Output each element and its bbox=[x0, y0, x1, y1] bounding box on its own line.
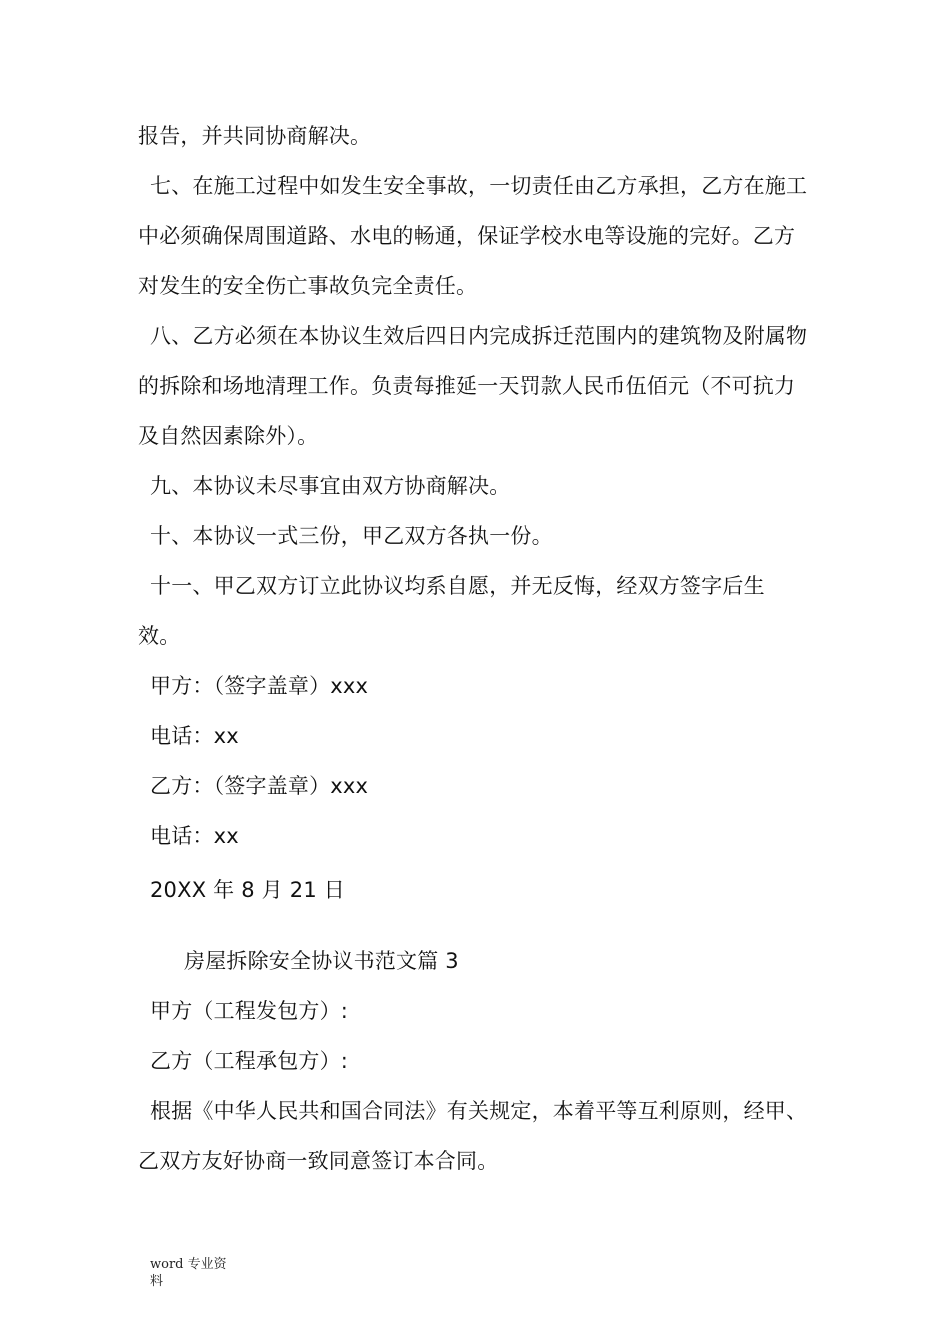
party-b-phone: 电话：xx bbox=[150, 824, 239, 848]
page-footer bbox=[150, 1256, 227, 1290]
party-b-label: 乙方（工程承包方）: bbox=[150, 1049, 349, 1073]
text-line: 对发生的安全伤亡事故负完全责任。 bbox=[138, 274, 478, 298]
party-a-label: 甲方（工程发包方）: bbox=[150, 999, 349, 1023]
party-a-phone: 电话：xx bbox=[150, 724, 239, 748]
document-date: 20XX 年 8 月 21 日 bbox=[150, 878, 345, 902]
text-line: 效。 bbox=[138, 624, 181, 648]
text-line: 乙双方友好协商一致同意签订本合同。 bbox=[138, 1149, 499, 1173]
clause-10-line: 十、本协议一式三份，甲乙双方各执一份。 bbox=[150, 524, 553, 548]
party-b-signature: 乙方：（签字盖章）xxx bbox=[150, 774, 369, 798]
party-a-signature: 甲方：（签字盖章）xxx bbox=[150, 674, 369, 698]
section-title: 房屋拆除安全协议书范文篇 3 bbox=[184, 949, 459, 973]
text-line: 中必须确保周围道路、水电的畅通，保证学校水电等设施的完好。乙方 bbox=[138, 224, 796, 248]
text-line: 的拆除和场地清理工作。负责每推延一天罚款人民币伍佰元（不可抗力 bbox=[138, 374, 796, 398]
text-line: 报告，并共同协商解决。 bbox=[138, 124, 372, 148]
clause-8-line: 八、乙方必须在本协议生效后四日内完成拆迁范围内的建筑物及附属物 bbox=[150, 324, 808, 348]
clause-11-line: 十一、甲乙双方订立此协议均系自愿，并无反悔，经双方签字后生 bbox=[150, 574, 765, 598]
footer-line: 料 bbox=[150, 1274, 164, 1289]
text-line: 及自然因素除外）。 bbox=[138, 424, 319, 448]
footer-line: word 专业资 bbox=[150, 1257, 227, 1272]
clause-7-line: 七、在施工过程中如发生安全事故，一切责任由乙方承担，乙方在施工 bbox=[150, 174, 808, 198]
contract-basis-line: 根据《中华人民共和国合同法》有关规定，本着平等互利原则，经甲、 bbox=[150, 1099, 808, 1123]
clause-9-line: 九、本协议未尽事宜由双方协商解决。 bbox=[150, 474, 511, 498]
